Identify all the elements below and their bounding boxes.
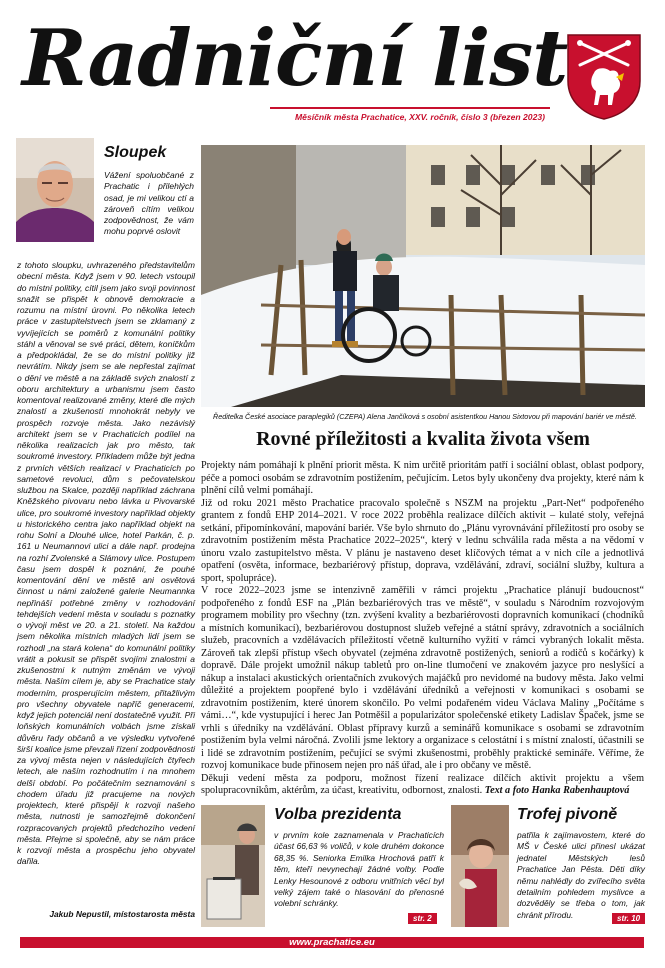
article-closing: Děkuji vedení města za podporu, možnost řízení realizace dílčích aktivit projektu a všem spolupracovníkům, aktérům, za účast, kreativitu, odbornost, znalosti. — [201, 772, 644, 796]
sloupek-signature: Jakub Nepustil, místostarosta města — [49, 909, 195, 919]
sloupek-body-text: z tohoto sloupku, uvhrazeného představitelům obecní města. Když jsem v 90. letech vstoupil do místní politiky, cítil jsem jako svoji povinnost snažit se přispět k obnově demokracie a rozumu na místní úrovni. Po několika letech práce v zastupitelstvech jsem se zklamaný z vyvíjejících se poměrů z komunální politiky stáhl a věnoval se své práci, dětem, koníčkům a předpokládal, že se do místní politiky již nevrátím. Nikdy jsem se ale nepřestal zajímat o dění ve městě a na základě svých znalostí z oboru architektury a urbanismu jsem často komentoval realizované změny, které dle mých znalostí a zkušeností mnohokrát nebyly ve prospěch rozvoje města. Jako nezávislý architekt jsem se v Prachaticích podílel na několika realizacích jak pro město, tak soukromé investory. Příkladem může být jedna z prvních větších realizací v Prachaticích po sametové revoluci, dům s pečovatelskou službou na Skalce, později například záchrana Kněžského pivovaru nebo lávka u Pivovarské ulice, pro soukromé investory například objekty u historického centra jako například objekt na rohu Solní a Dlouhé ulice, hotel Parkán, č. p. 161 u Neumannovi ulici a dále např. prodejna na rozhí Zvolenské a Slámovy ulice. Postupem času jsem dospěl k poznání, že pouhé komentování dění ve městě ani osvětová činnost u námi založené galerie Neumannka nepřináší potřebné změny v rozhodování tehdejších vedení města v souladu s poznatky o vývoji měst ve 20. a 21. století. Na každou jsem několika místních mladých lidí jsem se rozhodl „na stará kolena“ do komunální politiky vrátit a pokusit se přispět svojími znalostmi a zkušenostmi k nutným změnám ve vývoji města. Naším cílem je, aby se Prachatice staly moderním, prosperujícím městem, přitažlivým pro všechny obyvatele napříč generacemi, když jejich potenciál není dostatečně využit. Při loňských komunálních volbách jsme získali důvěru řady občanů a ve výsledku vytvořené širší koalice jsme převzali řízení zodpovědnosti za vývoj města nejen v následujících čtyřech letech, ale naším rozhodnutím i na mnohem delší období. Po počátečním seznamování s chodem úřadu již pracujeme na nových projektech, které přispějí k rozvoji našeho města, nutnosti je samozřejmě dokončení rozpracovaných projektů předchozího vedení města. Přejme si společně, aby se nám práce k rozvoji města a prospěchu jeho obyvatel dařila. — [17, 260, 195, 867]
footer-url-link[interactable]: www.prachatice.eu — [289, 937, 375, 948]
article-paragraph: Již od roku 2021 město Prachatice pracovalo společně s NSZM na projektu „Part-Net“ podpořeného grantem z fondů EHP 2014–2021. V roce 2022 proběhla realizace dílčích aktivit – kulaté stoly, veřejná setkání, připomínkování, mapování bariér. Vše bylo shrnuto do „Plánu vyrovnávání příležitostí pro osoby se zdravotním postižením města Prachatice 2022–2025“, který v lednu schválila rada města a na vědomí v únoru vzalo zastupitelstvo města. V plánu je nastaveno deset klíčových témat a v nich cíle a jednotlivá opatření (osvěta, informace, bezbariérový přístup, doprava, vzdělávání, zdraví, sociální služby, kultura a sport, spolupráce). — [201, 497, 644, 584]
city-crest-icon — [566, 33, 642, 121]
sloupek-heading: Sloupek — [104, 144, 167, 161]
volba-page-badge[interactable]: str. 2 — [408, 913, 437, 924]
sloupek-intro-text: Vážení spoluobčané z Prachatic i přilehlých osad, je mi velikou ctí a zároveň cítím velikou zodpovědnost, že vám mohu poprvé oslovit — [104, 170, 194, 237]
volba-text: v prvním kole zaznamenala v Prachaticích účast 66,63 % voličů, v kole druhém dokonce 68,35 %. Seniorka Emilka Hrochová patří k těm, kteří nevynechají žádné volby. Podle Lenky Hesounové z odboru vnitřních věcí byl velký zájem také o hlasování do přenosné volební schránky. — [274, 830, 444, 909]
masthead-subtitle: Měsíčník města Prachatice, XXV. ročník, číslo 3 (březen 2023) — [295, 112, 545, 122]
masthead-title: Radniční list — [22, 13, 568, 104]
trofej-heading: Trofej pivoně — [517, 806, 618, 823]
feature-photo — [201, 145, 645, 407]
masthead-rule — [270, 107, 550, 109]
trofej-text: patřila k zajímavostem, které do MŠ v České ulici přinesl ukázat jednatel Městských lesů Prachatice Jan Pěsta. Děti díky němu nahlédly do zvířecího světa detailním pohledem myslivce a dozvěděly se třeba o tom, jak chránit přírodu. — [517, 830, 645, 920]
article-body — [201, 460, 644, 798]
volba-photo — [201, 805, 265, 927]
article-paragraph: V roce 2022–2023 jsme se intenzivně zaměřili v rámci projektu „Prachatice plánují budoucnost“ podpořeného z fondů ESF na „Plán bezbariérových tras ve městě“, v souladu s Národním rozvojovým programem mobility pro všechny (tzn. zvýšení kvality a bezbariérovosti dopravních komunikací (chodníků a místních komunikací), bezbariérovou dostupnost služeb veřejné a státní správy, zdravotních a sociálních služeb, pracovních a vzdělávacích příležitostí včetně kulturního vyžití v rámci vybraných lokalit města. Zároveň tak zlepší přístup všech obyvatel (zejména zdravotně postižených, seniorů a rodičů s kočárky) k dopravě. Dále projekt umožnil nákup tabletů pro on-line tlumočení ve znakovém jazyce pro neslyšící a nákup a instalaci akustických orientačních zvukových majáčků pro nevidomé na budovy města. Jako velmi důležité a projektem poopřené bylo i vzdělávání úředníků a veřejnosti v komunikaci s osobami se zdravotním postižením, které únorem skončilo. Po velmi podařeném videu Václava Maliny „Počítáme s vámi…“, kde vystupující i herec Jan Potměšil a popularizátor společenské etikety Ladislav Špaček, jsme se vrhli s úředníky na vzdělávání. Oblast přípravy kurzů a seminářů komunikace s osobami se zdravotním postižením byla velmi náročná. Zvolili jsme lektory a organizace s celostátní i s místní znalostí, účastnili se i lidé se zdravotním postižením, pečující se svými zkušenostmi, proběhly praktické semináře. Věříme, že rozvoj komunikace bude přinosem nejen pro náš úřad, ale i pro občany ve městě. — [201, 585, 644, 771]
trofej-photo — [451, 805, 509, 927]
author-portrait — [16, 138, 94, 242]
trofej-page-badge[interactable]: str. 10 — [612, 913, 645, 924]
article-paragraph: Projekty nám pomáhají k plnění priorit města. K nim určitě prioritám patří i sociální oblast, oblast podpory, péče a pomoci osobám se zdravotním postižením, pečujícím. Letos byly ukončeny dva projekty, které nám k plnění cílů velmi pomáhají. — [201, 460, 644, 496]
volba-heading: Volba prezidenta — [274, 806, 402, 823]
article-paragraph — [201, 773, 644, 798]
photo-caption: Ředitelka České asociace paraplegiků (CZEPA) Alena Jančíková s osobní asistentkou Hanou Sixtovou při mapování bariér ve městě. — [213, 412, 637, 421]
article-credit: Text a foto Hanka Rabenhauptová — [484, 785, 630, 796]
article-headline: Rovné příležitosti a kvalita života všem — [256, 428, 590, 450]
